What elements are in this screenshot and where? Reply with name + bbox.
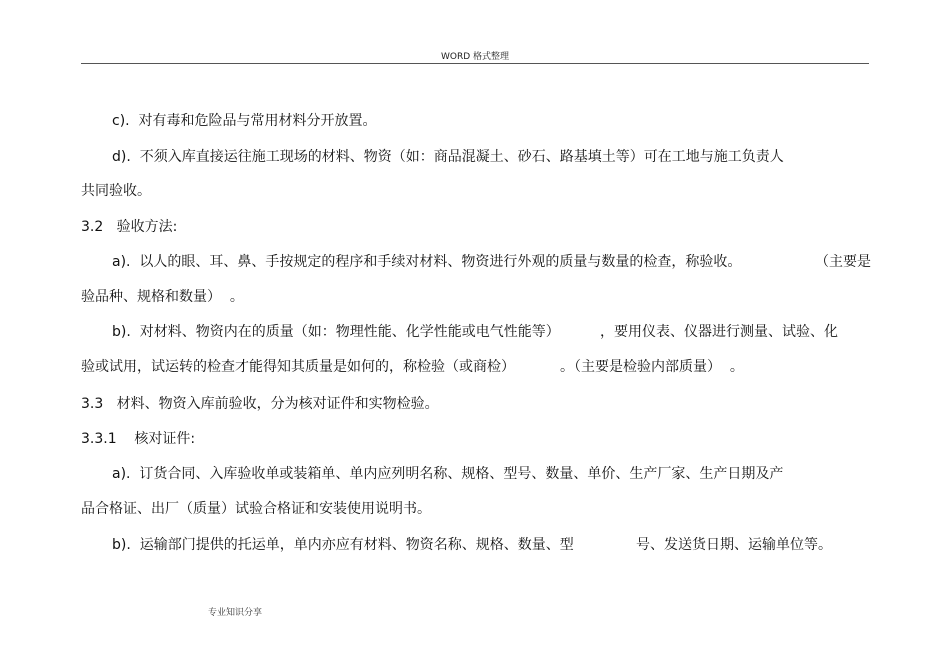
section-heading: 3.2 验收方法: [81,219,178,235]
paragraph-line-fragment: ，要用仪表、仪器进行测量、试验、化 [600,324,838,340]
page-header: WORD 格式整理 [440,52,510,62]
paragraph-line: 验或试用，试运转的检查才能得知其质量是如何的，称检验（或商检） [81,359,515,375]
paragraph-line: a). 订货合同、入库验收单或装箱单、单内应列明名称、规格、型号、数量、单价、生产厂家、生产日期及产 [112,466,784,482]
paragraph-line: 品合格证、出厂（质量）试验合格证和安装使用说明书。 [81,501,431,517]
paragraph-line: c). 对有毒和危险品与常用材料分开放置。 [112,113,377,129]
section-heading: 3.3 材料、物资入库前验收，分为核对证件和实物检验。 [81,396,439,412]
paragraph-line: 验品种、规格和数量） 。 [81,289,244,305]
paragraph-line: b). 对材料、物资内在的质量（如：物理性能、化学性能或电气性能等） [112,324,560,340]
subsection-heading: 3.3.1 核对证件: [81,431,196,447]
paragraph-line-fragment: 号、发送货日期、运输单位等。 [636,537,832,553]
paragraph-line-fragment: 。（主要是检验内部质量） 。 [560,359,744,375]
page-footer: 专业知识分享 [208,608,263,618]
paragraph-line: d). 不须入库直接运往施工现场的材料、物资（如：商品混凝土、砂石、路基填土等）可在工地与施工负责人 [112,149,784,165]
paragraph-line: a). 以人的眼、耳、鼻、手按规定的程序和手续对材料、物资进行外观的质量与数量的检查，称验收。 [112,254,742,270]
header-rule [81,63,869,64]
paragraph-line: 共同验收。 [81,183,151,199]
paragraph-line: b). 运输部门提供的托运单，单内亦应有材料、物资名称、规格、数量、型 [112,537,574,553]
paragraph-line-fragment: （主要是 [815,254,871,270]
